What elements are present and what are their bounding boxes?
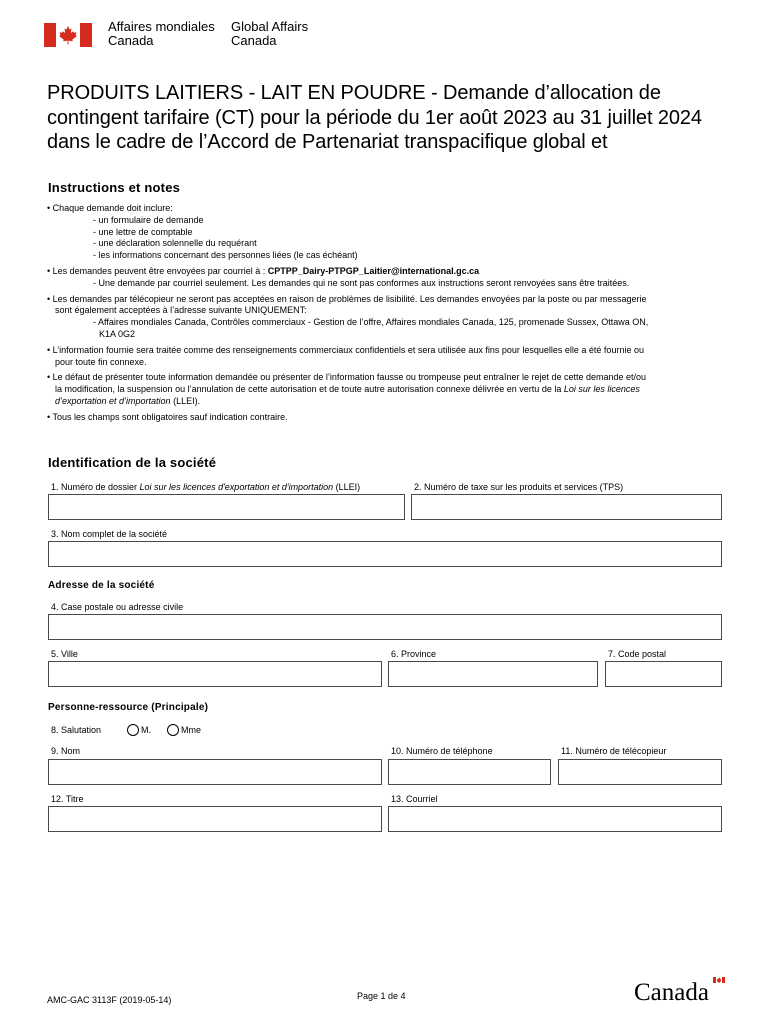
- field-2-label: 2. Numéro de taxe sur les produits et services (TPS): [414, 482, 624, 492]
- company-name-input[interactable]: [48, 541, 722, 567]
- instruction-bullet: • Chaque demande doit inclure:: [47, 203, 173, 213]
- field-13-label: 13. Courriel: [391, 794, 438, 804]
- salutation-mme-label: Mme: [181, 725, 201, 735]
- instruction-subitem: - une lettre de comptable: [93, 226, 193, 237]
- canada-wordmark-logo: [634, 975, 726, 1003]
- field-5-label: 5. Ville: [51, 649, 78, 659]
- field-11-label: 11. Numéro de télécopieur: [561, 746, 667, 756]
- submission-email-link[interactable]: CPTPP_Dairy-PTPGP_Laitier@international.gc.ca: [267, 265, 480, 276]
- instruction-bullet: • Tous les champs sont obligatoires sauf indication contraire.: [47, 411, 288, 422]
- llei-file-number-input[interactable]: [48, 494, 405, 520]
- instruction-line: d’exportation et d’importation (LLEI).: [55, 395, 201, 406]
- instruction-bullet: • Les demandes par télécopieur ne seront pas acceptées en raison de problèmes de lisibilité. Les demandes envoyées par la poste ou par messagerie: [47, 293, 647, 304]
- instruction-bullet: • Les demandes peuvent être envoyées par courriel à : CPTPP_Dairy-PTPGP_Laitier@international.gc.ca: [47, 265, 480, 276]
- department-name-en: Global Affairs Canada: [231, 19, 309, 48]
- page-number: Page 1 de 4: [357, 991, 406, 1001]
- gst-number-input[interactable]: [411, 494, 722, 520]
- company-address-heading: Adresse de la société: [48, 580, 155, 591]
- phone-input[interactable]: [388, 759, 551, 785]
- email-input[interactable]: [388, 806, 722, 832]
- fax-input[interactable]: [558, 759, 722, 785]
- instructions-block: [47, 203, 737, 424]
- title-input[interactable]: [48, 806, 382, 832]
- canada-wordmark-icon: [634, 975, 726, 1003]
- canada-flag-icon: [44, 23, 92, 47]
- instruction-line: sont également acceptées à l’adresse suivante UNIQUEMENT:: [55, 305, 307, 316]
- field-6-label: 6. Province: [391, 649, 437, 659]
- company-id-heading: Identification de la société: [48, 455, 217, 470]
- instruction-bullet: • L’information fournie sera traitée comme des renseignements commerciaux confidentiels et sera utilisée aux fins pour lesquelles elle a été fournie ou: [47, 344, 644, 355]
- department-name-fr: Affaires mondiales Canada: [108, 19, 215, 48]
- instruction-subitem: - un formulaire de demande: [93, 214, 204, 225]
- form-number: AMC-GAC 3113F (2019-05-14): [47, 995, 172, 1005]
- field-8-label: 8. Salutation: [51, 725, 102, 735]
- province-input[interactable]: [388, 661, 598, 687]
- contact-heading: Personne-ressource (Principale): [48, 702, 209, 713]
- street-address-input[interactable]: [48, 614, 722, 640]
- salutation-m-label: M.: [141, 725, 151, 735]
- salutation-mme-radio[interactable]: [167, 724, 179, 736]
- mailing-postal-code: K1A 0G2: [99, 328, 136, 339]
- field-10-label: 10. Numéro de téléphone: [391, 746, 493, 756]
- instruction-subitem: - les informations concernant des personnes liées (le cas échéant): [93, 250, 358, 261]
- instruction-subitem: - Une demande par courriel seulement. Les demandes qui ne sont pas conformes aux instructions seront renvoyées sans être traitées.: [93, 277, 630, 288]
- field-7-label: 7. Code postal: [608, 649, 667, 659]
- contact-name-input[interactable]: [48, 759, 382, 785]
- salutation-m-radio[interactable]: [127, 724, 139, 736]
- field-1-label: 1. Numéro de dossier Loi sur les licences d'exportation et d'importation (LLEI): [51, 482, 361, 492]
- mailing-address: - Affaires mondiales Canada, Contrôles commerciaux - Gestion de l’offre, Affaires mondiales Canada, 125, promenade Sussex, Ottawa ON,: [93, 317, 649, 328]
- instruction-bullet: • Le défaut de présenter toute information demandée ou présenter de l’information fausse ou trompeuse peut entraîner le rejet de cette demande et/ou: [47, 372, 647, 383]
- form-title: PRODUITS LAITIERS - LAIT EN POUDRE - Demande d’allocation de contingent tarifaire (CT) pour la période du 1er août 2023 au 31 juillet 2024 dans le cadre de l’Accord de Partenariat transpacifique global et: [47, 82, 702, 153]
- svg-text:Canada: Canada: [634, 979, 709, 1003]
- field-3-label: 3. Nom complet de la société: [51, 529, 168, 539]
- field-12-label: 12. Titre: [51, 794, 84, 804]
- instruction-line: la modification, la suspension ou l’annulation de cette autorisation et de toute autre autorisation connexe délivrée en vertu de la Loi sur les licences: [55, 384, 640, 395]
- instructions-heading: Instructions et notes: [48, 180, 181, 195]
- instruction-subitem: - une déclaration solennelle du requérant: [93, 238, 257, 249]
- postal-code-input[interactable]: [605, 661, 722, 687]
- field-9-label: 9. Nom: [51, 746, 81, 756]
- instruction-line: pour toute fin connexe.: [55, 356, 147, 367]
- city-input[interactable]: [48, 661, 382, 687]
- field-4-label: 4. Case postale ou adresse civile: [51, 602, 184, 612]
